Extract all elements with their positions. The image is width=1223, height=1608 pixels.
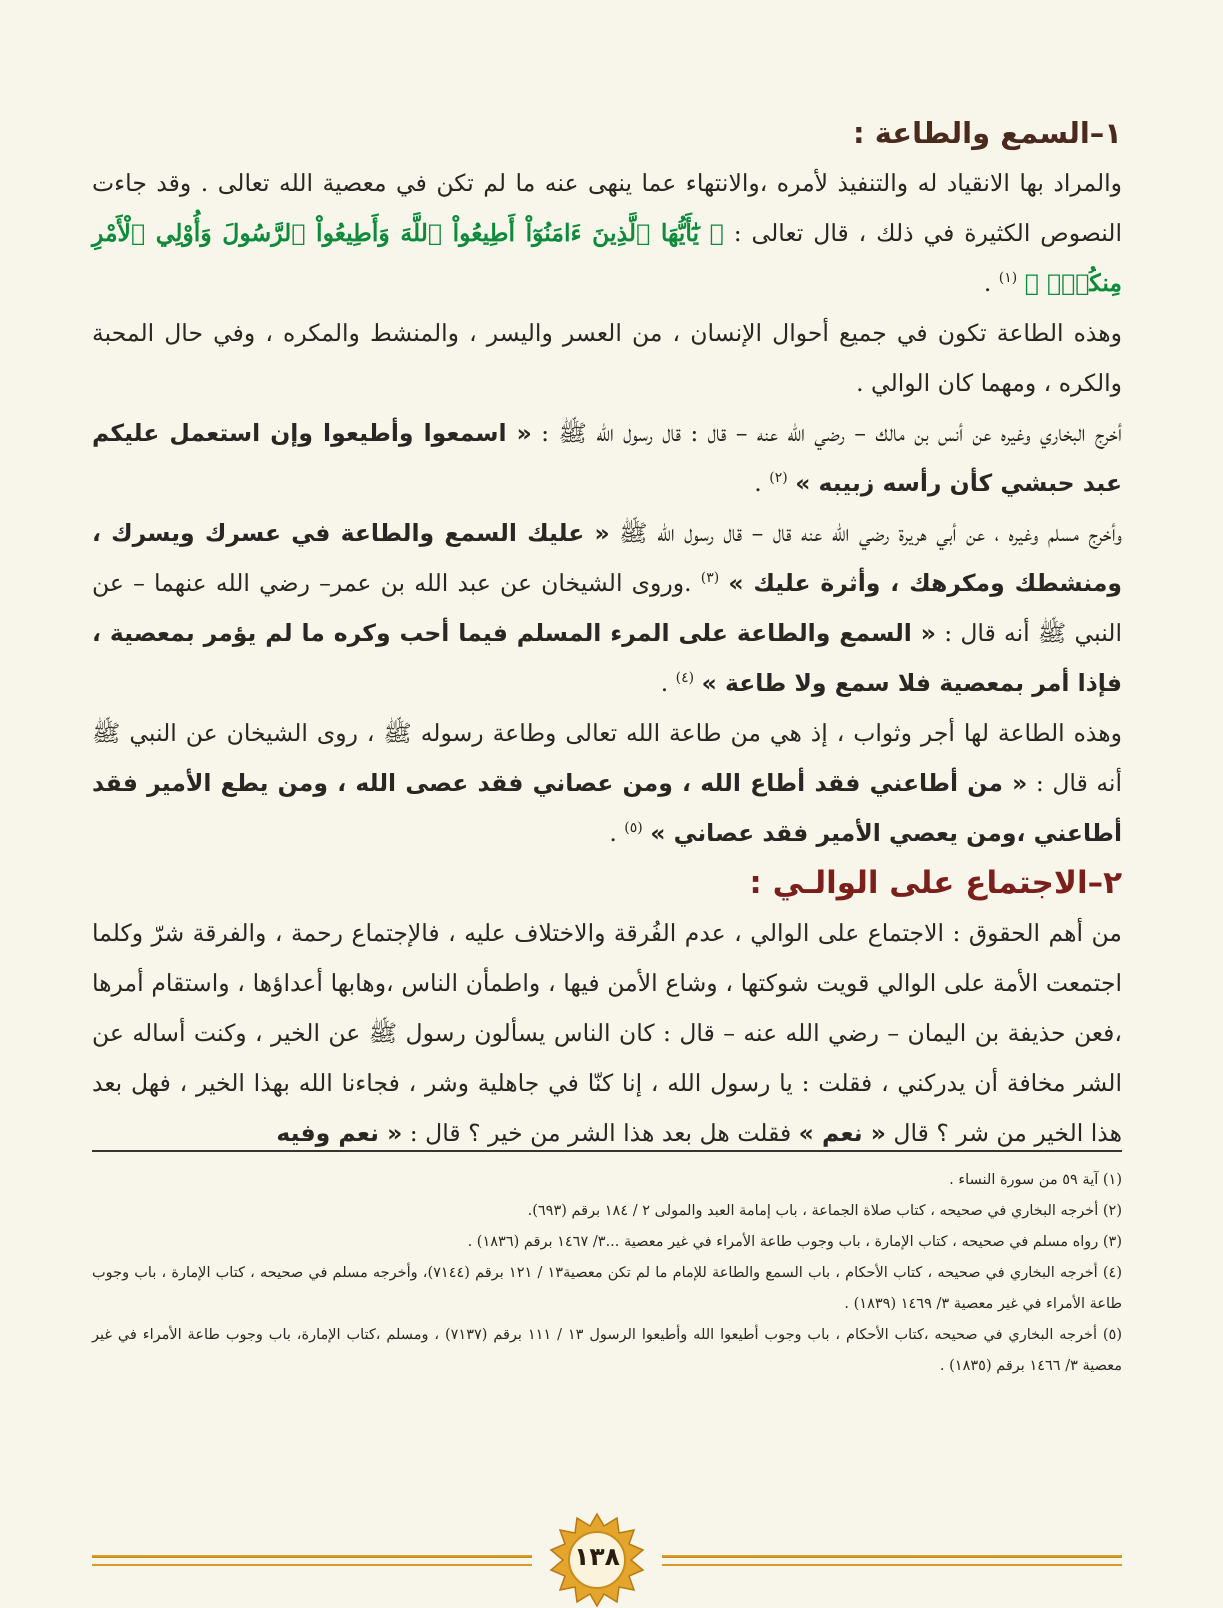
- ornament-line-right: [662, 1555, 1122, 1558]
- footnote-ref-1[interactable]: (١): [998, 270, 1018, 287]
- ornament-line-left-thin: [92, 1564, 532, 1566]
- footnote-ref-4[interactable]: (٤): [675, 670, 695, 687]
- section1-paragraph-4: [92, 508, 1122, 708]
- ornament-line-right-thin: [662, 1564, 1122, 1566]
- section1-p4-text: وأخرج مسلم وغيره ، عن أبي هريرة رضي الله عنه قال – قال رسول الله ﷺ: [609, 519, 1122, 547]
- punct: .: [983, 269, 999, 297]
- section1-p3-text: أخرج البخاري وغيره عن أنس بن مالك – رضي الله عنه – قال : قال رسول الله ﷺ :: [531, 419, 1122, 447]
- section2-heading: ٢–الاجتماع على الوالـي :: [749, 865, 1122, 901]
- punct: .: [609, 819, 625, 847]
- section1-paragraph-1: [92, 158, 1122, 308]
- section1-heading: ١–السمع والطاعة :: [853, 116, 1122, 150]
- section2-p1-text-b: فقلت هل بعد هذا الشر من خير ؟ قال :: [402, 1119, 799, 1147]
- page-number: ١٣٨: [574, 1542, 620, 1571]
- section2-paragraph-1: [92, 908, 1122, 1158]
- section2-p1-text: من أهم الحقوق : الاجتماع على الوالي ، عدم الفُرقة والاختلاف عليه ، فالإجتماع رحمة ، والفرقة شرّ وكلما اجتمعت الأمة على الوالي قويت شوكتها ، وشاع الأمن فيها ، واطمأن الناس ،وهابها أعداؤها ، واستقام أمرها ،فعن حذيفة بن اليمان – رضي الله عنه – قال : كان الناس يسألون رسول ﷺ عن الخير ، وكنت أساله عن الشر مخافة أن يدركني ، فقلت : يا رسول الله ، إنا كنّا في جاهلية وشر ، فجاءنا الله بهذا الخير ، فهل بعد هذا الخير من شر ؟ قال: [92, 919, 1122, 1147]
- footnote-3: (٣) رواه مسلم في صحيحه ، كتاب الإمارة ، باب وجوب طاعة الأمراء في غير معصية ...٣/ ١٤٦٧ برقم (١٨٣٦) .: [467, 1234, 1122, 1250]
- section1-paragraph-2: وهذه الطاعة تكون في جميع أحوال الإنسان ، من العسر واليسر ، والمنشط والمكره ، وفي حال المحبة والكره ، ومهما كان الوالي .: [92, 319, 1122, 397]
- footnote-ref-2[interactable]: (٢): [769, 470, 788, 487]
- footnote-1: (١) آية ٥٩ من سورة النساء .: [949, 1172, 1122, 1188]
- footnote-4: (٤) أخرجه البخاري في صحيحه ، كتاب الأحكام ، باب السمع والطاعة للإمام ما لم تكن معصية١٣ / ١٢١ برقم (٧١٤٤)، وأخرجه مسلم في صحيحه ، كتاب الإمارة ، باب وجوب طاعة الأمراء في غير معصية ٣/ ١٤٦٩ (١٨٣٩) .: [92, 1265, 1123, 1312]
- page-body: [92, 108, 1122, 1158]
- section1-p4-text-b: .وروى الشيخان عن عبد الله بن عمر– رضي الله عنهما – عن النبي ﷺ أنه قال :: [92, 569, 1122, 647]
- hadith-quote: « عليك السمع والطاعة في عسرك ويسرك ، ومنشطك ومكرهك ، وأثرة عليك »: [92, 519, 1122, 597]
- hadith-quote: « نعم »: [798, 1119, 886, 1147]
- section1-p1-text: والمراد بها الانقياد له والتنفيذ لأمره ،والانتهاء عما ينهى عنه ما لم تكن في معصية الله تعالى . وقد جاءت النصوص الكثيرة في ذلك ، قال تعالى :: [92, 169, 1122, 247]
- footnote-ref-5[interactable]: (٥): [624, 820, 643, 837]
- hadith-quote: « نعم وفيه: [276, 1119, 403, 1147]
- footnote-divider: [92, 1150, 1122, 1152]
- ornament-line-left: [92, 1555, 532, 1558]
- footnotes: [92, 1165, 1122, 1382]
- footnote-2: (٢) أخرجه البخاري في صحيحه ، كتاب صلاة الجماعة ، باب إمامة العبد والمولى ٢ / ١٨٤ برقم (٦٩٣).: [527, 1203, 1122, 1219]
- hadith-quote: « من أطاعني فقد أطاع الله ، ومن عصاني فقد عصى الله ، ومن يطع الأمير فقد أطاعني ،ومن يعصي الأمير فقد عصاني »: [92, 769, 1122, 847]
- punct: .: [660, 669, 676, 697]
- quran-verse: ﴿ يَٰٓأَيُّهَا ٱلَّذِينَ ءَامَنُوٓاْ أَطِيعُواْ ٱللَّهَ وَأَطِيعُواْ ٱلرَّسُولَ وَأُوْلِي ٱلْأَمْرِ مِنكُمْۖ ﴾: [92, 219, 1122, 297]
- footnote-5: (٥) أخرجه البخاري في صحيحه ،كتاب الأحكام ، باب وجوب أطيعوا الله وأطيعوا الرسول ١٣ / ١١١ برقم (٧١٣٧) ، ومسلم ،كتاب الإمارة، باب وجوب طاعة الأمراء في غير معصية ٣/ ١٤٦٦ برقم (١٨٣٥) .: [92, 1327, 1122, 1374]
- hadith-quote: « اسمعوا وأطيعوا وإن استعمل عليكم عبد حبشي كأن رأسه زبيبه »: [92, 419, 1122, 497]
- punct: .: [754, 469, 770, 497]
- section1-p5-text: وهذه الطاعة لها أجر وثواب ، إذ هي من طاعة الله تعالى وطاعة رسوله ﷺ ، روى الشيخان عن النبي ﷺ أنه قال :: [92, 719, 1122, 797]
- section1-paragraph-3: [92, 408, 1122, 508]
- section1-paragraph-5: [92, 708, 1122, 858]
- hadith-quote: « السمع والطاعة على المرء المسلم فيما أحب وكره ما لم يؤمر بمعصية ، فإذا أمر بمعصية فلا سمع ولا طاعة »: [92, 619, 1122, 697]
- footnote-ref-3[interactable]: (٣): [700, 570, 720, 587]
